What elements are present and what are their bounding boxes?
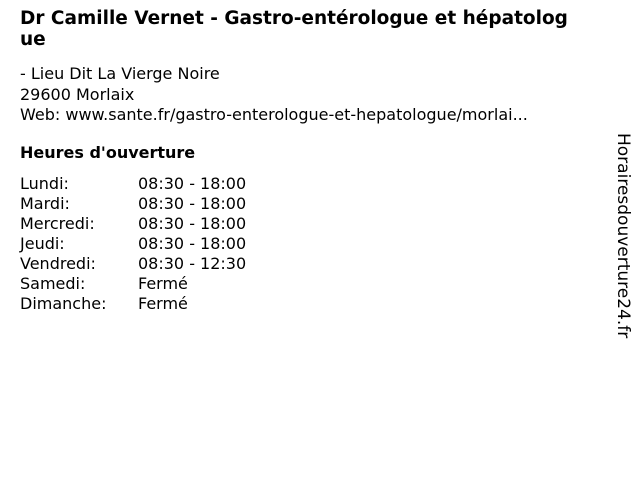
day-hours: 08:30 - 18:00	[138, 214, 247, 233]
website-line	[20, 105, 595, 126]
business-title: Dr Camille Vernet - Gastro-entérologue et hépatologue	[20, 8, 568, 50]
day-label: Lundi:	[20, 174, 69, 193]
day-hours: 08:30 - 18:00	[138, 174, 247, 193]
day-hours: Fermé	[138, 274, 188, 293]
hours-row-tuesday	[20, 194, 246, 214]
day-label: Samedi:	[20, 274, 86, 293]
opening-hours-heading: Heures d'ouverture	[20, 143, 196, 162]
address-line-street: - Lieu Dit La Vierge Noire	[20, 64, 220, 83]
website-label: Web:	[20, 105, 61, 124]
hours-row-thursday	[20, 234, 246, 254]
business-address	[20, 64, 595, 126]
day-hours: Fermé	[138, 294, 188, 313]
day-label: Jeudi:	[20, 234, 65, 253]
hours-row-sunday	[20, 294, 246, 314]
hours-row-monday	[20, 174, 246, 194]
hours-row-friday	[20, 254, 246, 274]
day-label: Dimanche:	[20, 294, 107, 313]
day-label: Mardi:	[20, 194, 70, 213]
day-label: Mercredi:	[20, 214, 95, 233]
hours-row-wednesday	[20, 214, 246, 234]
address-line-city: 29600 Morlaix	[20, 84, 135, 104]
website-link[interactable]: www.sante.fr/gastro-enterologue-et-hepatologue/morlai...	[65, 105, 528, 124]
day-hours: 08:30 - 12:30	[138, 254, 247, 273]
site-watermark: Horairesdouverture24.fr	[613, 133, 633, 339]
day-hours: 08:30 - 18:00	[138, 234, 247, 253]
hours-row-saturday	[20, 274, 246, 294]
opening-hours-table	[20, 174, 246, 314]
day-hours: 08:30 - 18:00	[138, 194, 247, 213]
day-label: Vendredi:	[20, 254, 96, 273]
